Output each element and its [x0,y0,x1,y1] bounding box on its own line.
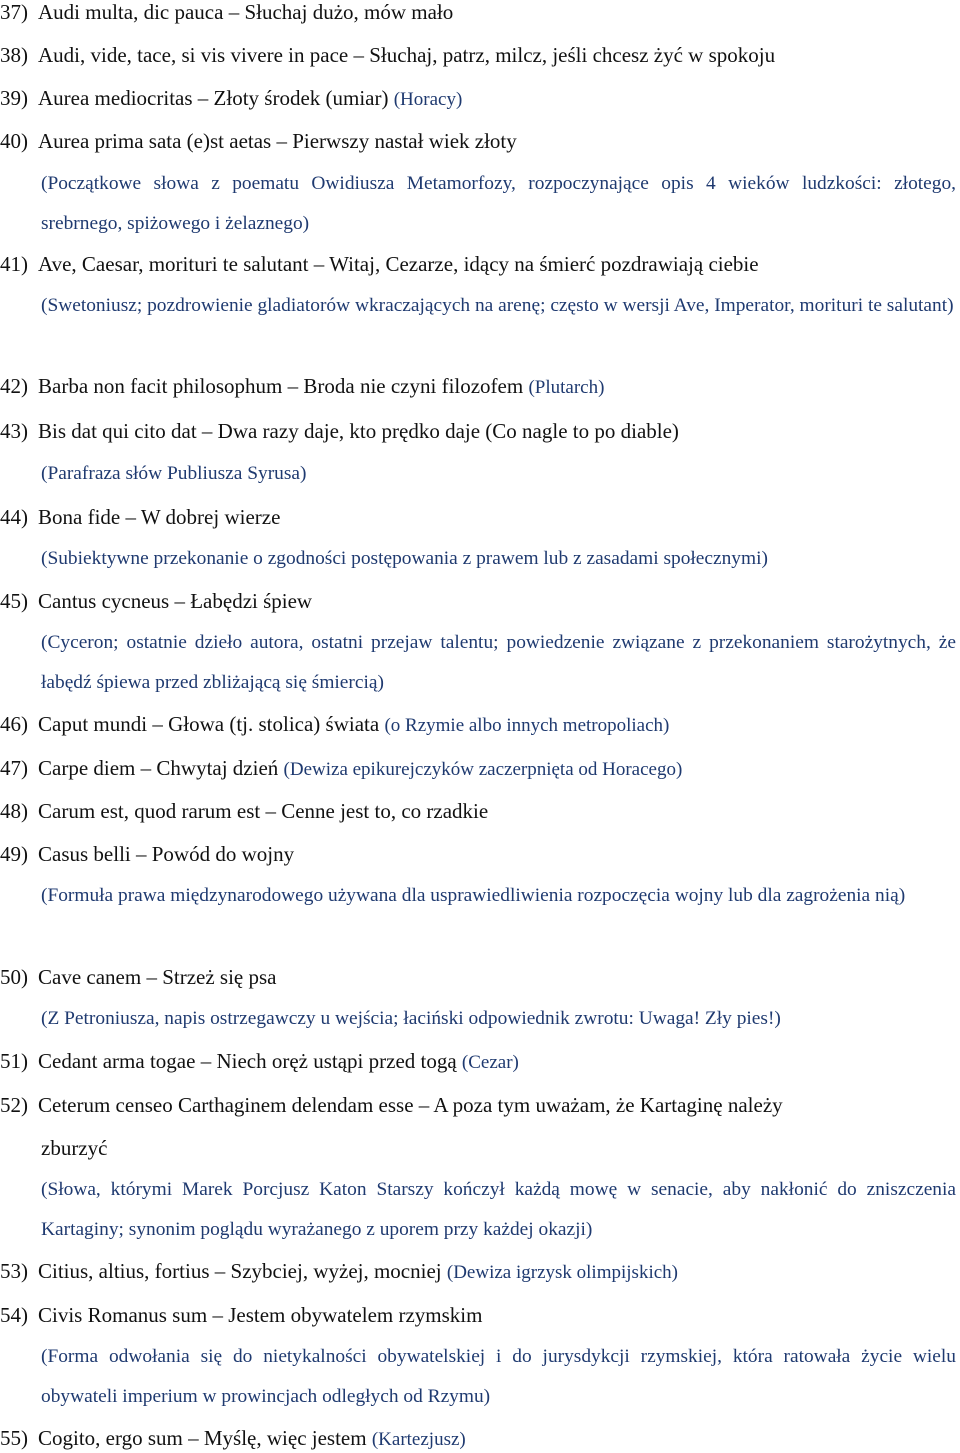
explanation-text: (Subiektywne przekonanie o zgodności postępowania z prawem lub z zasadami społecznymi) [41,548,768,569]
list-item [0,1258,678,1284]
entry-number: 41) [0,252,28,276]
latin-phrase: Audi multa, dic pauca [38,0,224,24]
polish-translation: Łabędzi śpiew [190,589,313,613]
latin-phrase: Carum est, quod rarum est [38,799,261,823]
explanation-text: (Formuła prawa międzynarodowego używana dla usprawiedliwienia rozpoczęcia wojny lub dla zagrożenia nią) [41,885,906,906]
list-item [0,373,604,399]
latin-phrase: Aurea prima sata (e)st aetas [38,129,272,153]
explanation-text: (Cyceron; ostatnie dzieło autora, ostatni przejaw talentu; powiedzenie związane z przekonaniem starożytnych, że łabędź śpiewa przed zbliżającą się śmiercią) [41,632,956,693]
list-item [0,251,759,277]
source-note: (o Rzymie albo innych metropoliach) [384,715,670,736]
list-item [0,1425,466,1451]
polish-translation: Jestem obywatelem rzymskim [228,1303,483,1327]
polish-translation: Strzeż się psa [162,965,277,989]
dash-separator: – [260,799,282,823]
list-item [0,1302,482,1328]
polish-translation: Słuchaj dużo, mów mało [244,0,454,24]
explanation-text: (Forma odwołania się do nietykalności obywatelskiej i do jurysdykcji rzymskiej, która ratowała życie wielu obywateli imperium w prowincjach odległych od Rzymu) [41,1346,956,1407]
explanation-text: (Początkowe słowa z poematu Owidiusza Metamorfozy, rozpoczynające opis 4 wieków ludzkości: złotego, srebrnego, spiżowego i żelaznego) [41,173,956,234]
list-item [0,85,462,111]
explanation-text: (Parafraza słów Publiusza Syrusa) [41,463,307,484]
list-item [0,1092,783,1118]
source-note: (Plutarch) [528,377,605,398]
polish-translation: Myślę, więc jestem [203,1426,367,1450]
dash-separator: – [169,589,191,613]
latin-phrase: Bis dat qui cito dat [38,419,197,443]
list-item [0,504,280,530]
list-item [0,964,277,990]
polish-translation: Dwa razy daje, kto prędko daje (Co nagle to po diable) [217,419,679,443]
dash-separator: – [271,129,293,153]
polish-translation: Cenne jest to, co rzadkie [281,799,489,823]
latin-phrase: Cedant arma togae [38,1049,196,1073]
dash-separator: – [209,1259,231,1283]
entry-number: 45) [0,589,28,613]
source-note: (Kartezjusz) [371,1429,466,1450]
list-item [0,418,679,444]
dash-separator: – [196,419,218,443]
entry-number: 49) [0,842,28,866]
dash-separator: – [282,374,304,398]
entry-number: 40) [0,129,28,153]
latin-phrase: Carpe diem [38,756,136,780]
explanation-text: (Słowa, którymi Marek Porcjusz Katon Starszy kończył każdą mowę w senacie, aby nakłonić do zniszczenia Kartaginy; synonim poglądu wyrażanego z uporem przy każdej okazji) [41,1179,956,1240]
dash-separator: – [223,0,245,24]
entry-number: 39) [0,86,28,110]
dash-separator: – [135,756,157,780]
latin-phrase: Caput mundi [38,712,148,736]
entry-number: 46) [0,712,28,736]
latin-phrase: Cantus cycneus [38,589,170,613]
entry-number: 37) [0,0,28,24]
source-note: (Dewiza epikurejczyków zaczerpnięta od Horacego) [283,759,683,780]
entry-number: 55) [0,1426,28,1450]
entry-number: 44) [0,505,28,529]
polish-translation: Powód do wojny [151,842,295,866]
polish-translation: Szybciej, wyżej, mocniej [230,1259,442,1283]
dash-separator: – [130,842,152,866]
latin-phrase: Barba non facit philosophum [38,374,283,398]
dash-separator: – [192,86,214,110]
latin-phrase: Ave, Caesar, morituri te salutant [38,252,309,276]
latin-phrase: Cave canem [38,965,142,989]
dash-separator: – [413,1093,434,1117]
source-note: (Dewiza igrzysk olimpijskich) [446,1262,678,1283]
dash-separator: – [348,43,370,67]
latin-phrase: Ceterum censeo Carthaginem delendam esse [38,1093,414,1117]
latin-phrase: Civis Romanus sum [38,1303,208,1327]
list-item [0,588,312,614]
entry-number: 42) [0,374,28,398]
latin-phrase: Cogito, ergo sum [38,1426,183,1450]
entry-number: 47) [0,756,28,780]
entry-number: 51) [0,1049,28,1073]
entry-number: 43) [0,419,28,443]
entry-number: 38) [0,43,28,67]
latin-phrase: Casus belli [38,842,131,866]
latin-phrase: Bona fide [38,505,121,529]
entry-number: 50) [0,965,28,989]
list-item [0,42,775,68]
list-item [0,711,669,737]
list-item [0,1048,519,1074]
entry-number: 48) [0,799,28,823]
polish-translation: Niech oręż ustąpi przed togą [216,1049,457,1073]
polish-translation: A poza tym uważam, że Kartaginę należy [433,1093,783,1117]
polish-translation: Słuchaj, patrz, milcz, jeśli chcesz żyć w spokoju [369,43,776,67]
list-item [0,798,488,824]
list-item [0,128,517,154]
dash-separator: – [195,1049,217,1073]
polish-translation: Złoty środek (umiar) [213,86,389,110]
latin-phrase: Audi, vide, tace, si vis vivere in pace [38,43,349,67]
polish-translation: Pierwszy nastał wiek złoty [292,129,517,153]
source-note: (Cezar) [461,1052,519,1073]
polish-translation-continued: zburzyć [41,1136,108,1160]
dash-separator: – [120,505,141,529]
list-item [0,841,294,867]
polish-translation: W dobrej wierze [140,505,281,529]
dash-separator: – [141,965,163,989]
polish-translation: Broda nie czyni filozofem [303,374,524,398]
latin-phrase: Aurea mediocritas [38,86,193,110]
dash-separator: – [147,712,169,736]
explanation-text: (Z Petroniusza, napis ostrzegawczy u wejścia; łaciński odpowiednik zwrotu: Uwaga! Zły pies!) [41,1008,781,1029]
explanation-text: (Swetoniusz; pozdrowienie gladiatorów wkraczających na arenę; często w wersji Ave, Imperator, morituri te salutant) [41,295,954,316]
dash-separator: – [182,1426,204,1450]
entry-number: 52) [0,1093,28,1117]
dash-separator: – [308,252,330,276]
source-note: (Horacy) [393,89,463,110]
entry-number: 54) [0,1303,28,1327]
dash-separator: – [207,1303,229,1327]
polish-translation: Chwytaj dzień [156,756,279,780]
polish-translation: Witaj, Cezarze, idący na śmierć pozdrawiają ciebie [329,252,759,276]
list-item [0,0,453,25]
entry-number: 53) [0,1259,28,1283]
latin-phrase: Citius, altius, fortius [38,1259,210,1283]
polish-translation: Głowa (tj. stolica) świata [168,712,380,736]
list-item [0,755,682,781]
